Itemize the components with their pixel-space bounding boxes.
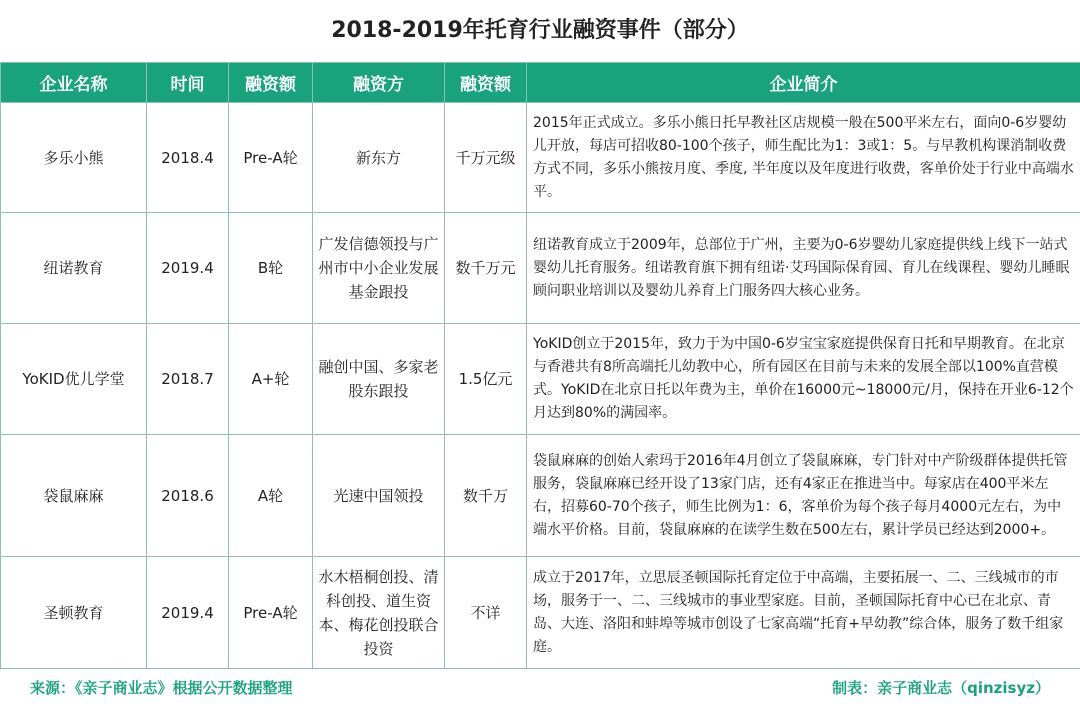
- company-name: 多乐小熊: [1, 103, 147, 213]
- funding-date: 2018.7: [147, 324, 229, 435]
- company-name: YoKID优儿学堂: [1, 324, 147, 435]
- financing-table: [0, 62, 1080, 669]
- funding-date: 2019.4: [147, 213, 229, 324]
- investor: 光速中国领投: [313, 435, 445, 557]
- funding-date: 2019.4: [147, 557, 229, 669]
- table-row: [1, 557, 1080, 669]
- table-title: 2018-2019年托育行业融资事件（部分）: [331, 18, 749, 43]
- table-row: [1, 103, 1080, 213]
- header-company: 企业名称: [1, 63, 147, 103]
- investor: 融创中国、多家老股东跟投: [313, 324, 445, 435]
- header-amount: 融资额: [445, 63, 527, 103]
- company-description: 成立于2017年，立思辰圣顿国际托育定位于中高端，主要拓展一、二、三线城市的市场，服务于一、二、三线城市的事业型家庭。目前，圣顿国际托育中心已在北京、青岛、大连、洛阳和蚌埠等城市创设了七家高端“托育+早幼教”综合体，服务了数千组家庭。: [527, 557, 1080, 669]
- investor: 新东方: [313, 103, 445, 213]
- funding-round: Pre-A轮: [229, 557, 313, 669]
- maker-note: 制表：亲子商业志（qinzisyz）: [832, 679, 1050, 697]
- source-note: 来源：《亲子商业志》根据公开数据整理: [30, 679, 293, 697]
- header-date: 时间: [147, 63, 229, 103]
- funding-amount: 数千万: [445, 435, 527, 557]
- company-description: 袋鼠麻麻的创始人索玛于2016年4月创立了袋鼠麻麻，专门针对中产阶级群体提供托管服务，袋鼠麻麻已经开设了13家门店，还有4家正在推进当中。每家店在400平米左右，招募60-70个孩子，师生比例为1：6，客单价为每个孩子每月4000元左右，为中端水平价格。目前，袋鼠麻麻的在读学生数在500左右，累计学员已经达到2000+。: [527, 435, 1080, 557]
- investor: 水木梧桐创投、清科创投、道生资本、梅花创投联合投资: [313, 557, 445, 669]
- funding-amount: 不详: [445, 557, 527, 669]
- header-investor: 融资方: [313, 63, 445, 103]
- funding-round: B轮: [229, 213, 313, 324]
- funding-amount: 1.5亿元: [445, 324, 527, 435]
- table-row: [1, 324, 1080, 435]
- company-name: 袋鼠麻麻: [1, 435, 147, 557]
- footer: [0, 669, 1080, 707]
- header-description: 企业简介: [527, 63, 1080, 103]
- company-description: 2015年正式成立。多乐小熊日托早教社区店规模一般在500平米左右，面向0-6岁婴幼儿开放，每店可招收80-100个孩子，师生配比为1：3或1：5。与早教机构课消制收费方式不同，多乐小熊按月度、季度, 半年度以及年度进行收费，客单价处于行业中高端水平。: [527, 103, 1080, 213]
- company-name: 纽诺教育: [1, 213, 147, 324]
- funding-amount: 数千万元: [445, 213, 527, 324]
- table-row: [1, 435, 1080, 557]
- funding-round: A+轮: [229, 324, 313, 435]
- company-name: 圣顿教育: [1, 557, 147, 669]
- funding-date: 2018.4: [147, 103, 229, 213]
- company-description: YoKID创立于2015年，致力于为中国0-6岁宝宝家庭提供保育日托和早期教育。在北京与香港共有8所高端托儿幼教中心，所有园区在目前与未来的发展全部以100%直营模式。YoKID在北京日托以年费为主，单价在16000元~18000元/月，保持在开业6-12个月达到80%的满园率。: [527, 324, 1080, 435]
- investor: 广发信德领投与广州市中小企业发展基金跟投: [313, 213, 445, 324]
- funding-round: A轮: [229, 435, 313, 557]
- header-round: 融资额: [229, 63, 313, 103]
- funding-amount: 千万元级: [445, 103, 527, 213]
- table-row: [1, 213, 1080, 324]
- funding-date: 2018.6: [147, 435, 229, 557]
- table-header-row: [1, 63, 1080, 103]
- company-description: 纽诺教育成立于2009年，总部位于广州，主要为0-6岁婴幼儿家庭提供线上线下一站式婴幼儿托育服务。纽诺教育旗下拥有纽诺·艾玛国际保育园、育儿在线课程、婴幼儿睡眠顾问职业培训以及婴幼儿养育上门服务四大核心业务。: [527, 213, 1080, 324]
- funding-round: Pre-A轮: [229, 103, 313, 213]
